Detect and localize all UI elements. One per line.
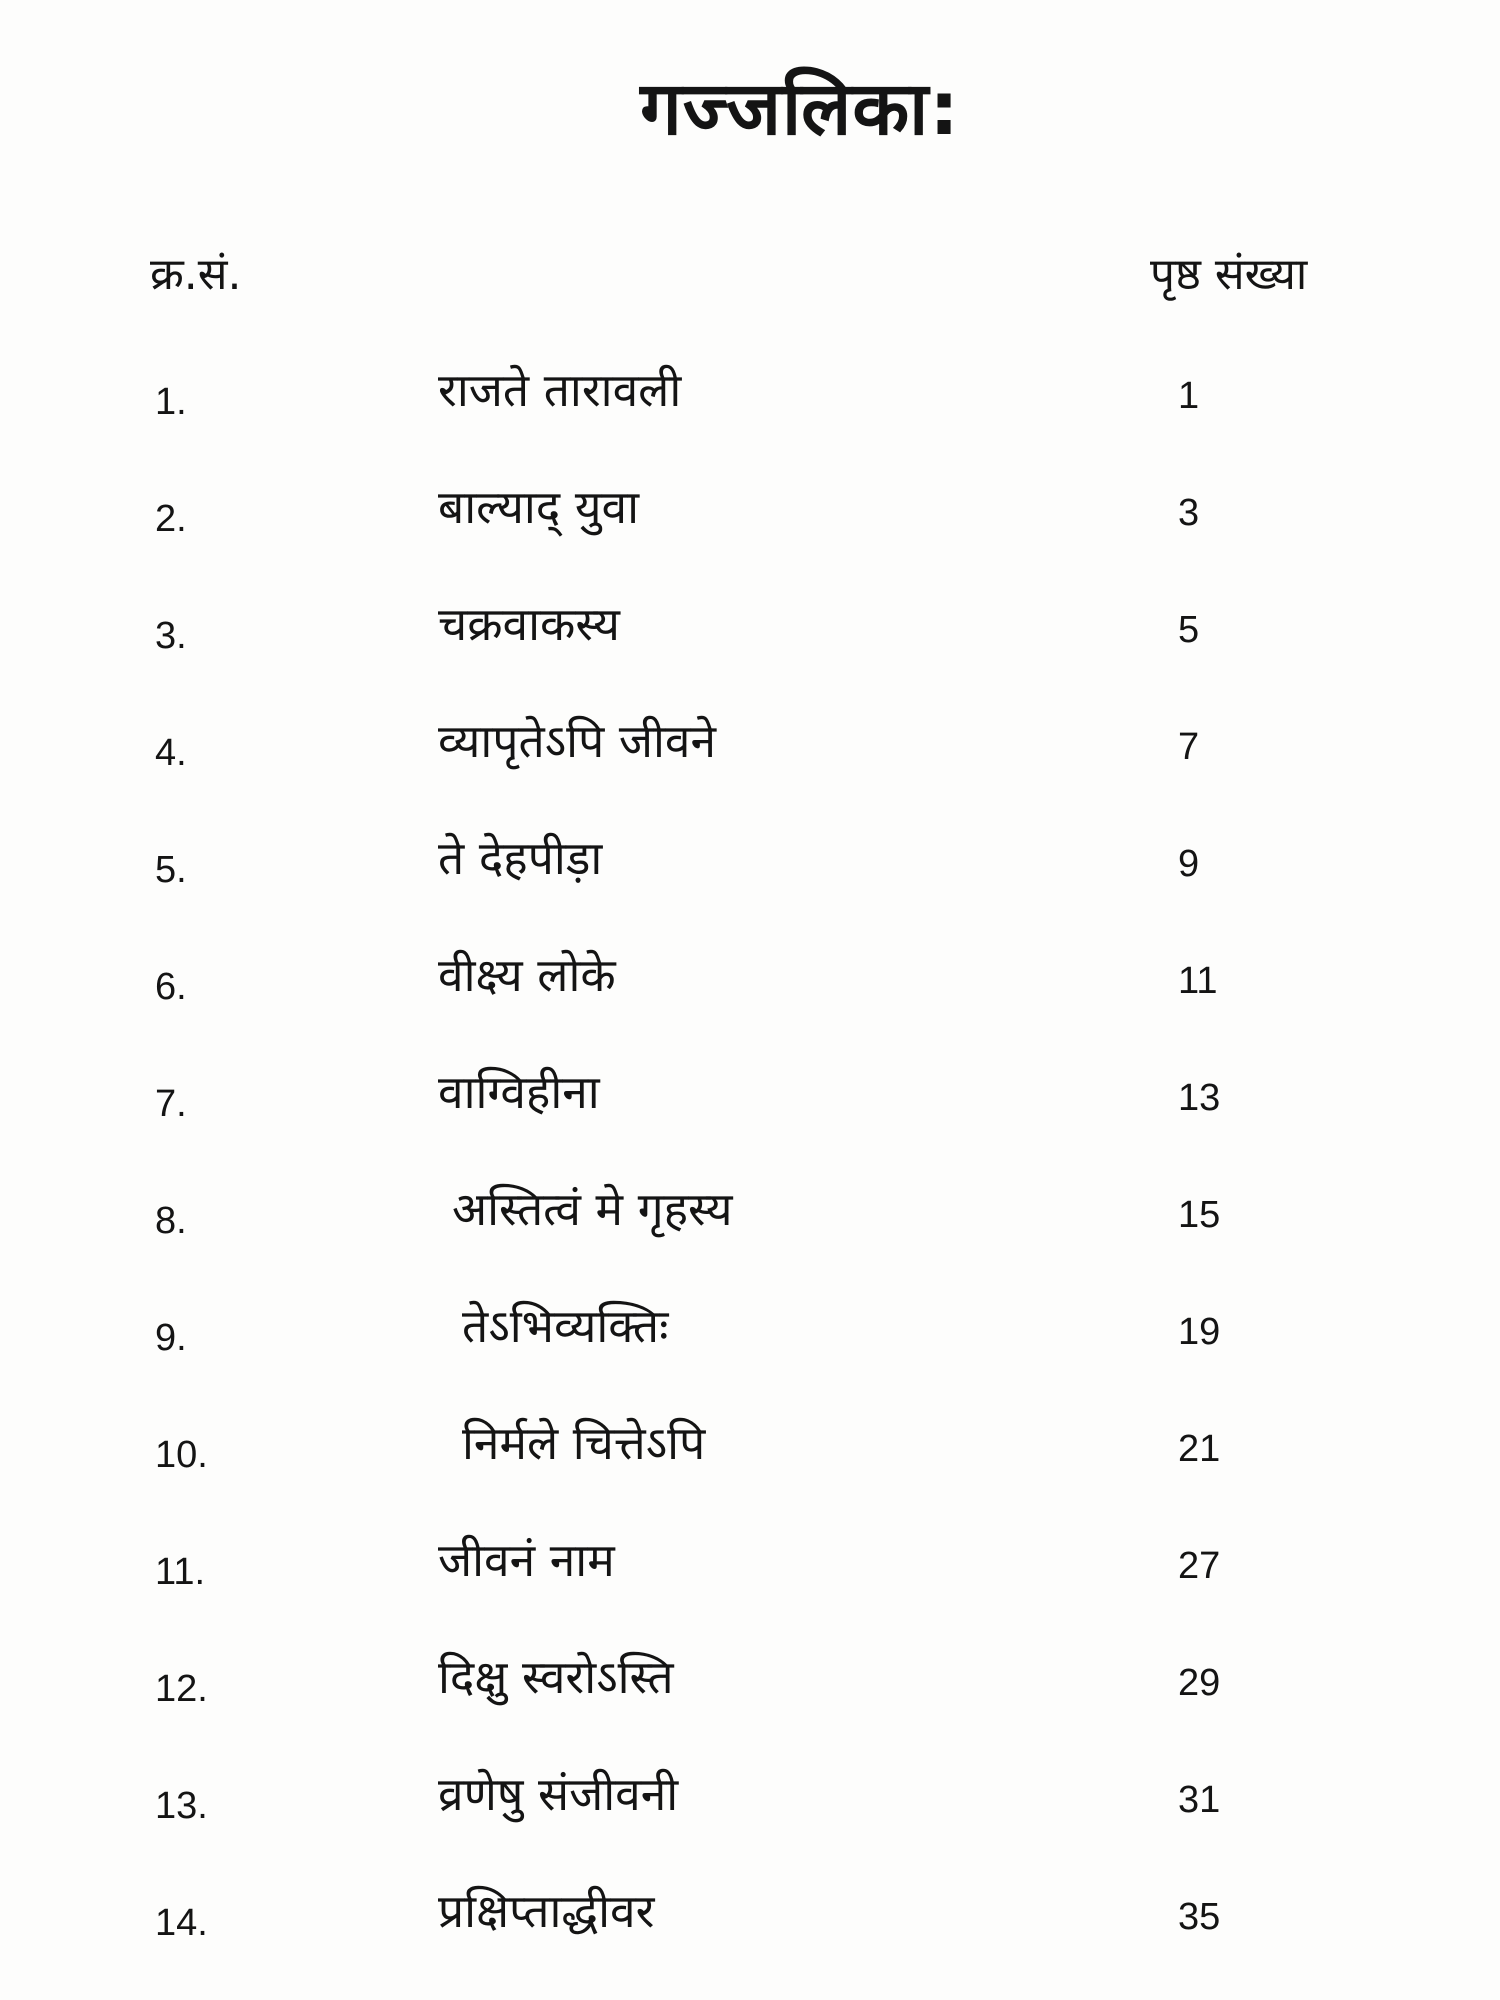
toc-title: चक्रवाकस्य <box>438 597 620 651</box>
toc-serial: 1. <box>155 381 187 423</box>
serial-number-header: क्र.सं. <box>150 249 242 300</box>
toc-serial: 12. <box>155 1668 208 1710</box>
toc-serial: 14. <box>155 1902 208 1944</box>
toc-row <box>0 1764 1500 1881</box>
toc-page: 5 <box>1178 609 1200 651</box>
toc-page: 31 <box>1178 1779 1221 1821</box>
toc-title: अस्तित्वं मे गृहस्य <box>452 1182 733 1236</box>
toc-row <box>0 360 1500 477</box>
toc-title: राजते तारावली <box>438 363 682 417</box>
toc-row <box>0 1179 1500 1296</box>
toc-row <box>0 1413 1500 1530</box>
toc-row <box>0 945 1500 1062</box>
toc-serial: 11. <box>155 1551 206 1593</box>
toc-title: जीवनं नाम <box>438 1533 615 1587</box>
toc-serial: 9. <box>155 1317 187 1359</box>
toc-page: 29 <box>1178 1662 1221 1704</box>
toc-title: बाल्याद् युवा <box>438 480 640 534</box>
toc-serial: 7. <box>155 1083 187 1125</box>
toc-title: निर्मले चित्तेऽपि <box>462 1416 706 1470</box>
page-number-header: पृष्ठ संख्या <box>1150 249 1308 300</box>
toc-page: 7 <box>1178 726 1200 768</box>
toc-page: 3 <box>1178 492 1200 534</box>
toc-serial: 13. <box>155 1785 208 1827</box>
toc-row <box>0 594 1500 711</box>
toc-serial: 3. <box>155 615 187 657</box>
table-of-contents <box>0 360 1500 1998</box>
toc-page: 11 <box>1178 960 1218 1002</box>
toc-serial: 8. <box>155 1200 187 1242</box>
toc-page: 13 <box>1178 1077 1221 1119</box>
toc-serial: 6. <box>155 966 187 1008</box>
toc-page: 35 <box>1178 1896 1221 1938</box>
toc-row <box>0 1062 1500 1179</box>
toc-page: 19 <box>1178 1311 1221 1353</box>
toc-row <box>0 711 1500 828</box>
toc-page: 15 <box>1178 1194 1221 1236</box>
toc-serial: 2. <box>155 498 187 540</box>
toc-title: प्रक्षिप्ताद्धीवर <box>438 1884 655 1938</box>
toc-title: दिक्षु स्वरोऽस्ति <box>438 1650 674 1704</box>
toc-row <box>0 1881 1500 1998</box>
toc-row <box>0 1647 1500 1764</box>
toc-row <box>0 1530 1500 1647</box>
page-title: गज्जलिका: <box>640 66 960 152</box>
toc-page: 9 <box>1178 843 1200 885</box>
toc-page: 27 <box>1178 1545 1221 1587</box>
toc-page: 21 <box>1178 1428 1221 1470</box>
toc-serial: 4. <box>155 732 187 774</box>
toc-title: तेऽभिव्यक्तिः <box>462 1299 669 1353</box>
toc-serial: 10. <box>155 1434 208 1476</box>
toc-row <box>0 477 1500 594</box>
toc-row <box>0 828 1500 945</box>
toc-title: वीक्ष्य लोके <box>438 948 616 1002</box>
toc-serial: 5. <box>155 849 187 891</box>
toc-row <box>0 1296 1500 1413</box>
toc-page: 1 <box>1178 375 1200 417</box>
toc-title: वाग्विहीना <box>438 1065 600 1119</box>
toc-title: ते देहपीड़ा <box>438 831 603 885</box>
toc-title: व्यापृतेऽपि जीवने <box>438 714 716 768</box>
toc-title: व्रणेषु संजीवनी <box>438 1767 679 1821</box>
